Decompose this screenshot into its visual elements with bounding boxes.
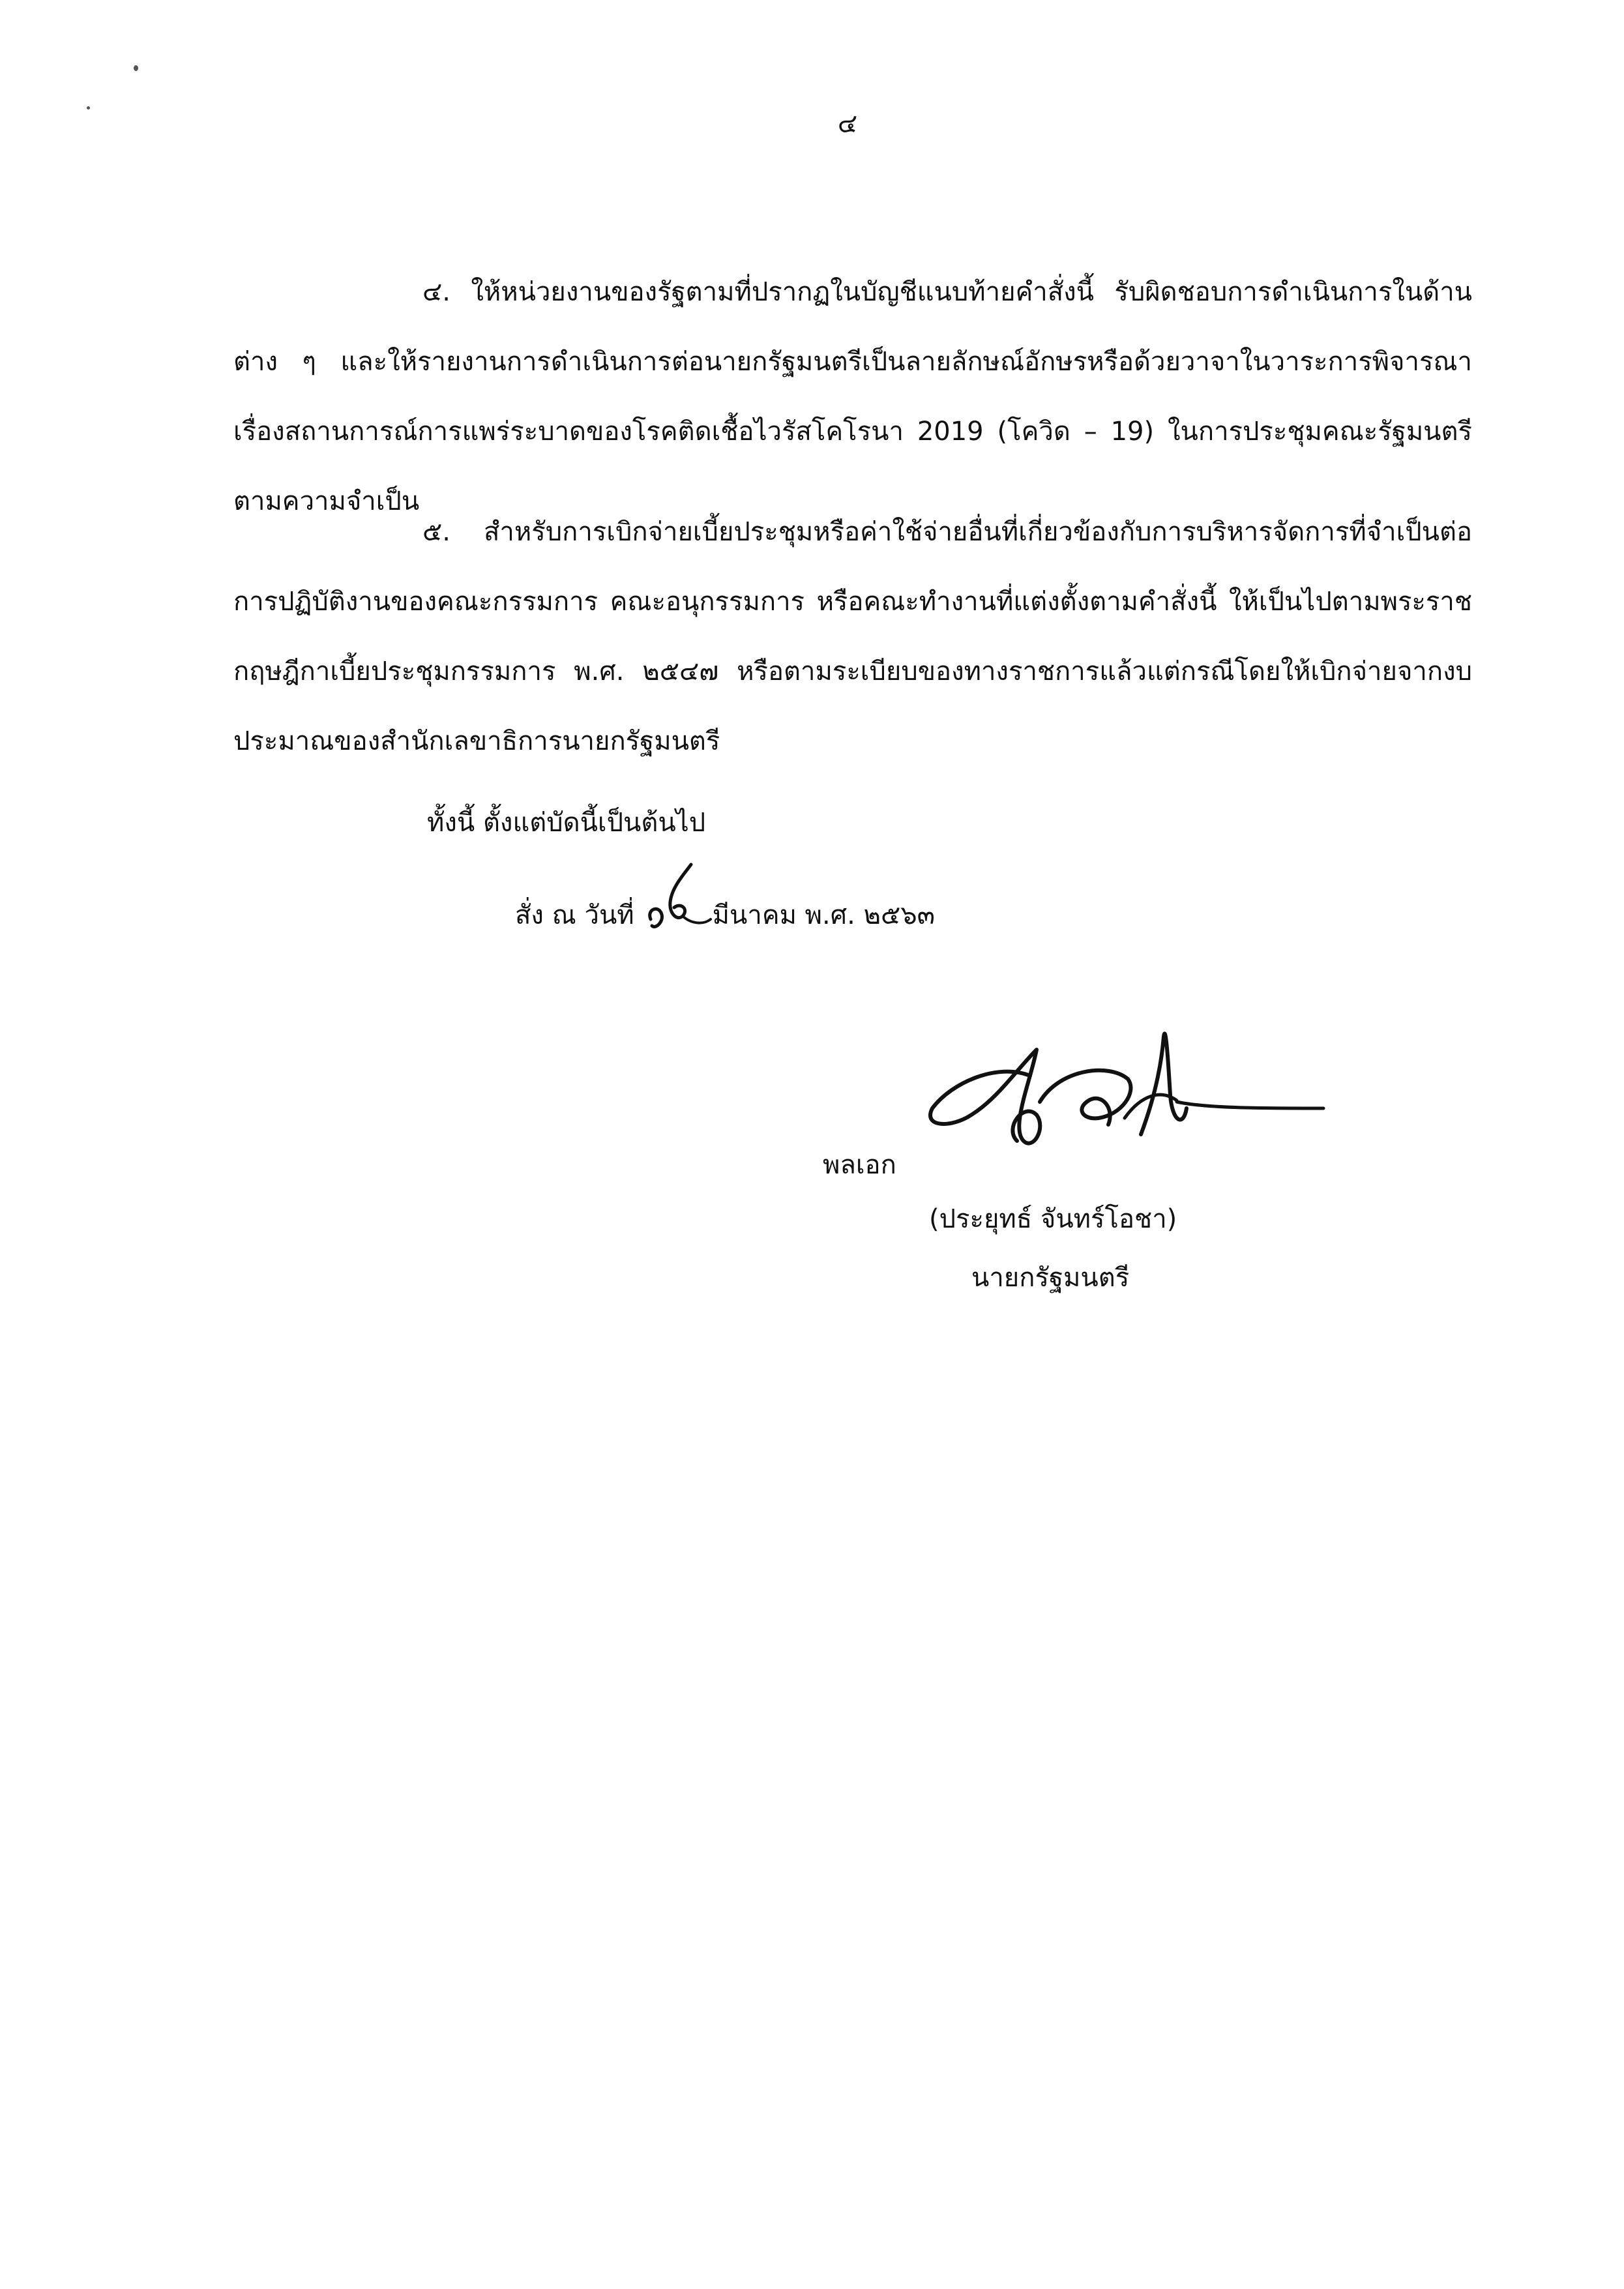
paragraph-item-4 <box>233 258 1472 537</box>
scan-speck <box>134 65 138 71</box>
effective-statement: ทั้งนี้ ตั้งแต่บัดนี้เป็นต้นไป <box>427 808 706 838</box>
paragraph-text: ๕. สำหรับการเบิกจ่ายเบี้ยประชุมหรือค่าใช้จ่ายอื่นที่เกี่ยวข้องกับการบริหารจัดการที่จำเป็นต่อการปฏิบัติงานของคณะกรรมการ คณะอนุกรรมการ หรือคณะทำงานที่แต่งตั้งตามคำสั่งนี้ ให้เป็นไปตามพระราชกฤษฎีกาเบี้ยประชุมกรรมการ พ.ศ. ๒๕๔๗ หรือตามระเบียบของทางราชการแล้วแต่กรณีโดยให้เบิกจ่ายจากงบประมาณของสำนักเลขาธิการนายกรัฐมนตรี <box>233 517 1472 756</box>
signer-name: (ประยุทธ์ จันทร์โอชา) <box>929 1204 1177 1234</box>
order-date-prefix: สั่ง ณ วันที่ <box>515 900 634 930</box>
page-number: ๔ <box>837 109 858 139</box>
handwritten-day <box>645 862 717 940</box>
paragraph-text: ๔. ให้หน่วยงานของรัฐตามที่ปรากฏในบัญชีแนบท้ายคำสั่งนี้ รับผิดชอบการดำเนินการในด้านต่าง ๆ และให้รายงานการดำเนินการต่อนายกรัฐมนตรีเป็นลายลักษณ์อักษรหรือด้วยวาจาในวาระการพิจารณาเรื่องสถานการณ์การแพร่ระบาดของโรคติดเชื้อไวรัสโคโรนา 2019 (โควิด – 19) ในการประชุมคณะรัฐมนตรีตามความจำเป็น <box>233 277 1472 516</box>
order-date <box>515 896 935 935</box>
signer-position: นายกรัฐมนตรี <box>971 1263 1130 1293</box>
signer-rank: พลเอก <box>823 1150 896 1180</box>
scan-speck <box>87 106 90 110</box>
paragraph-item-5 <box>233 497 1472 776</box>
signature <box>926 1017 1336 1174</box>
order-date-month-year: มีนาคม พ.ศ. ๒๕๖๓ <box>712 900 935 930</box>
